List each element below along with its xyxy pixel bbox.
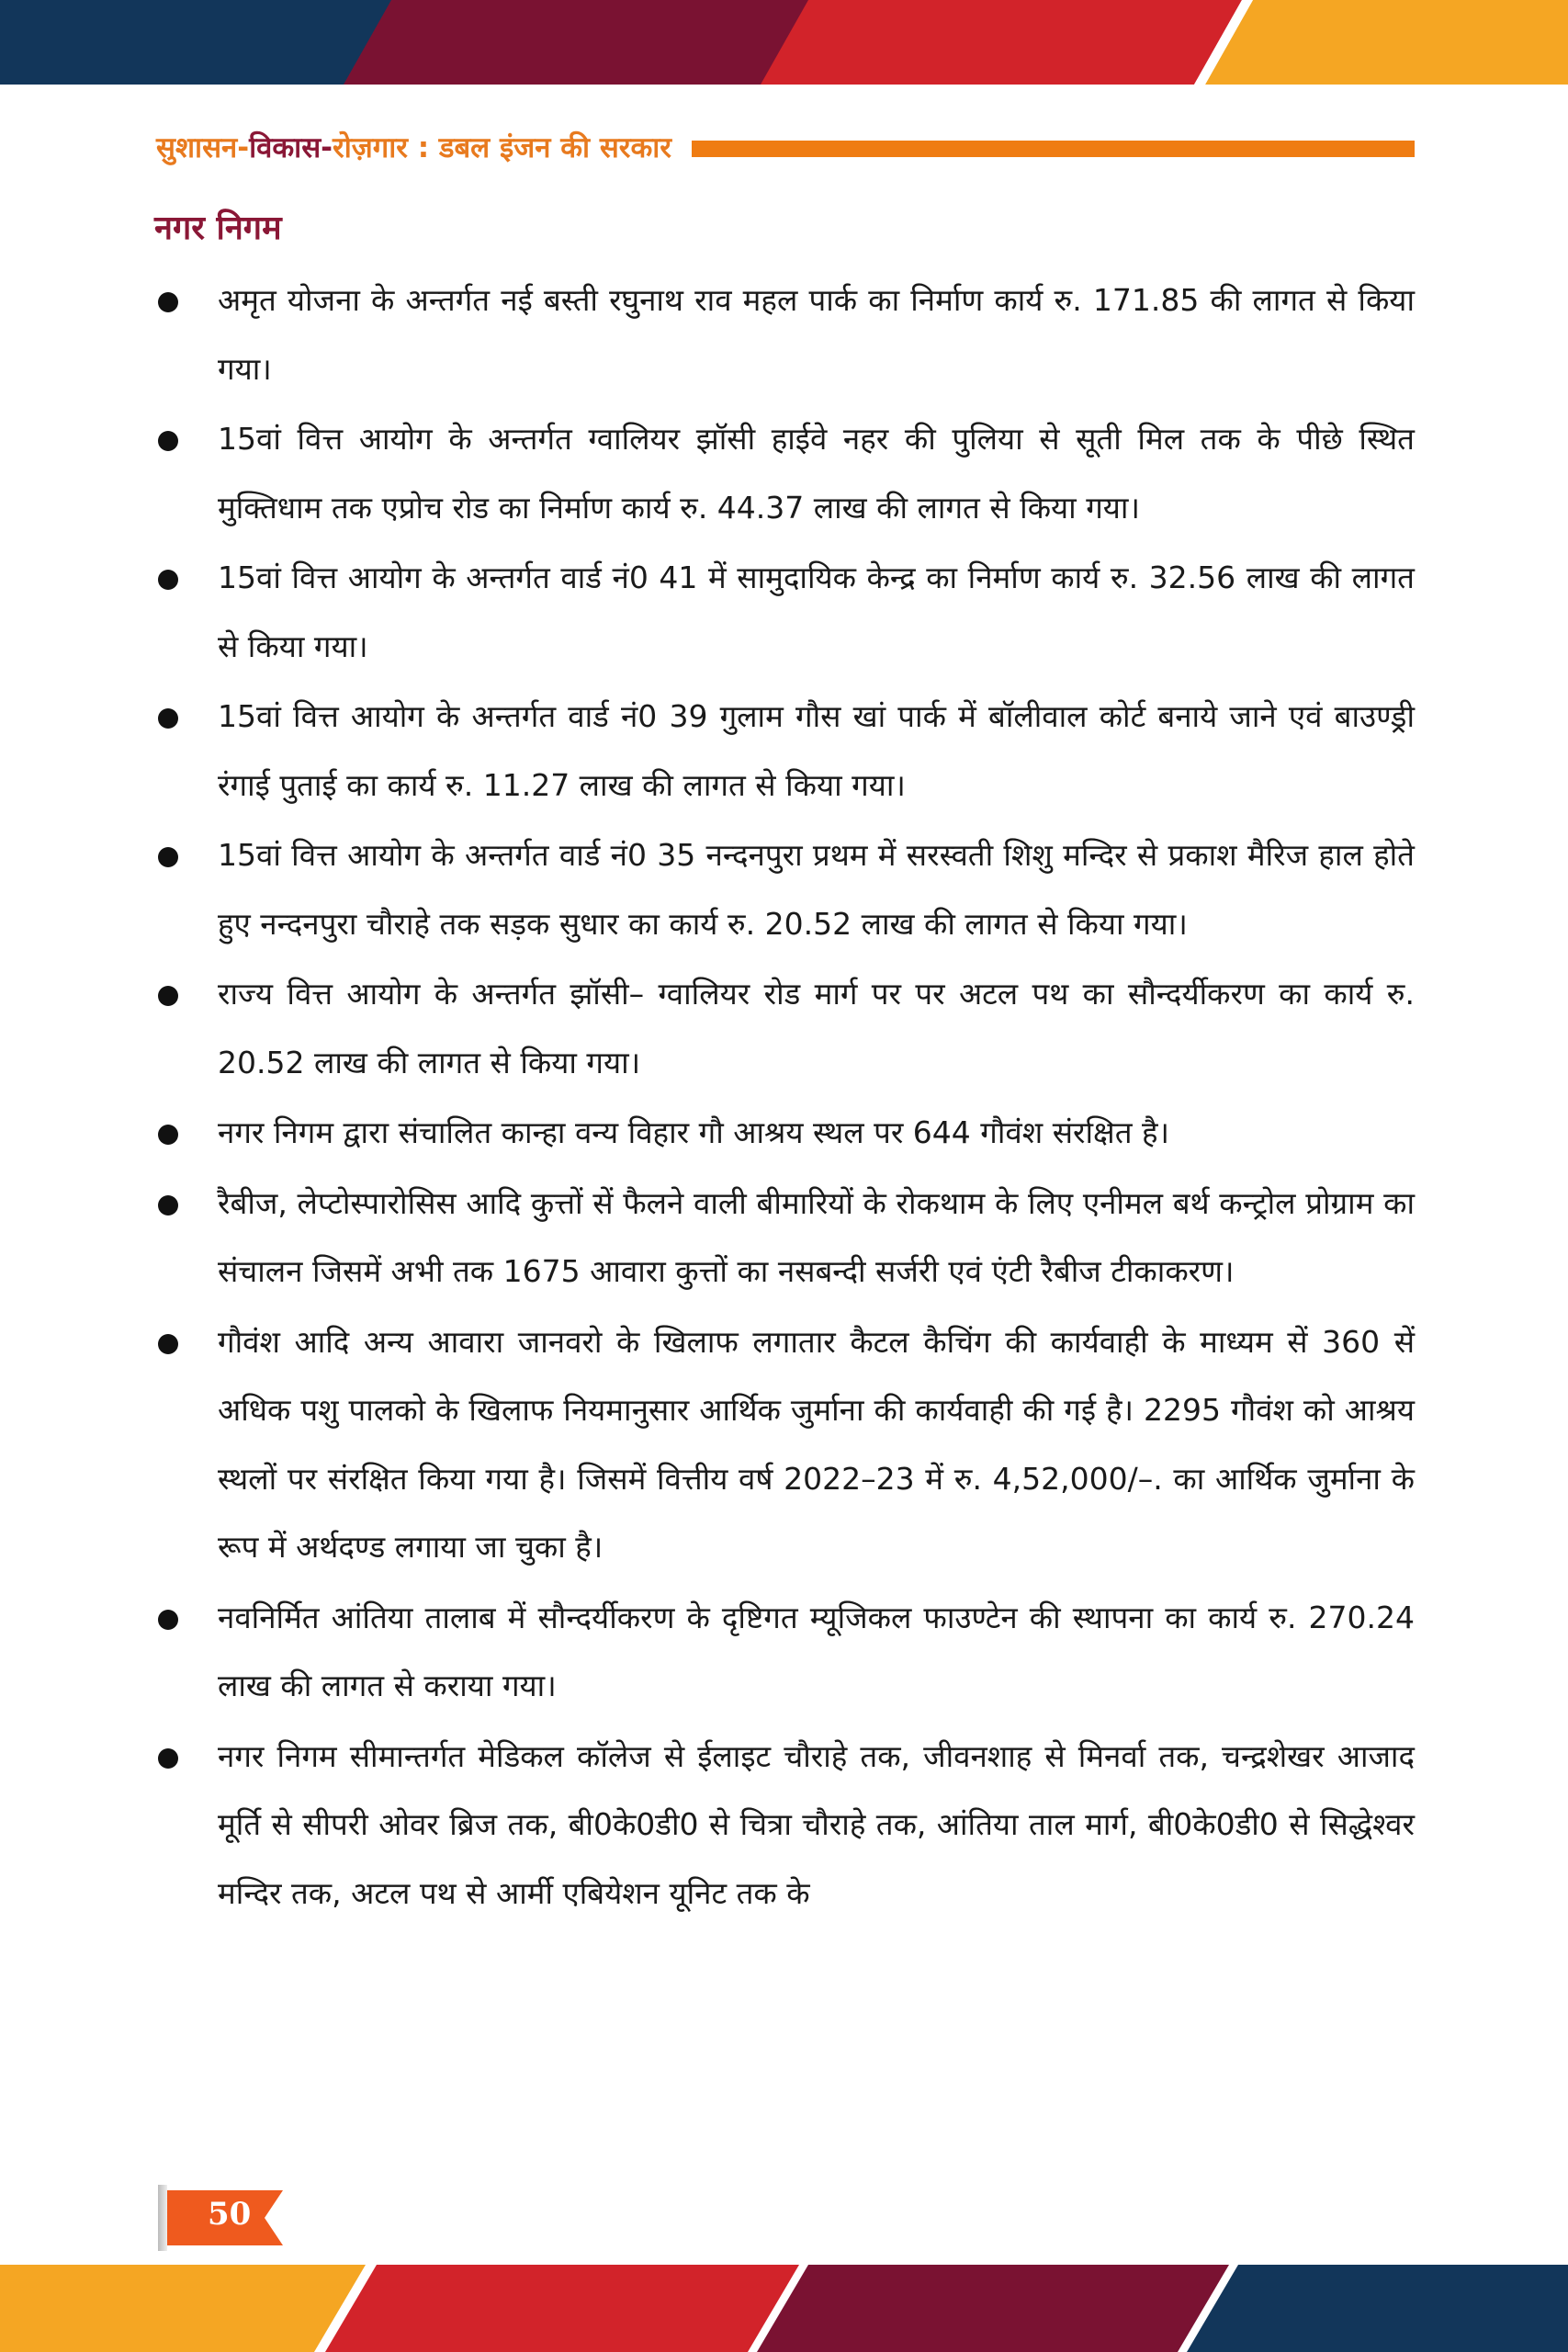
- page-number: 50: [208, 2196, 252, 2233]
- list-item: [154, 266, 1415, 403]
- list-item: [154, 821, 1415, 958]
- list-item: [154, 1308, 1415, 1582]
- list-item-text: रैबीज, लेप्टोस्पारोसिस आदि कुत्तों सें फैलने वाली बीमारियों के रोकथाम के लिए एनीमल बर्थ कन्ट्रोल प्रोग्राम का संचालन जिसमें अभी तक 1675 आवारा कुत्तों का नसबन्दी सर्जरी एवं एंटी रैबीज टीकाकरण।: [218, 1184, 1415, 1289]
- list-item-text: 15वां वित्त आयोग के अन्तर्गत ग्वालियर झॉसी हाईवे नहर की पुलिया से सूती मिल तक के पीछे स्थित मुक्तिधाम तक एप्रोच रोड का निर्माण कार्य रु. 44.37 लाख की लागत से किया गया।: [218, 421, 1415, 526]
- section-title: नगर निगम: [154, 209, 282, 247]
- bullet-icon: [158, 431, 178, 451]
- header-title-part2: विकास-: [249, 131, 333, 164]
- page-number-tab: [158, 2185, 283, 2251]
- bullet-icon: [158, 1748, 178, 1769]
- bottom-band-graphic: [0, 2265, 1568, 2352]
- bottom-color-band: [0, 2265, 1568, 2352]
- list-item-text: गौवंश आदि अन्य आवारा जानवरो के खिलाफ लगातार कैटल कैचिंग की कार्यवाही के माध्यम सें 360 सें अधिक पशु पालको के खिलाफ नियमानुसार आर्थिक जुर्माना की कार्यवाही की गई है। 2295 गौवंश को आश्रय स्थलों पर संरक्षित किया गया है। जिसमें वित्तीय वर्ष 2022–23 में रु. 4,52,000/–. का आर्थिक जुर्माना के रूप में अर्थदण्ड लगाया जा चुका है।: [218, 1323, 1415, 1565]
- list-item: [154, 1099, 1415, 1168]
- list-item: [154, 960, 1415, 1097]
- list-item: [154, 1584, 1415, 1721]
- header-title-part1: सुशासन-: [156, 131, 250, 164]
- bullet-icon: [158, 1195, 178, 1216]
- page-tab-edge: [158, 2185, 167, 2251]
- list-item-text: 15वां वित्त आयोग के अन्तर्गत वार्ड नं0 35 नन्दनपुरा प्रथम में सरस्वती शिशु मन्दिर से प्रकाश मैरिज हाल होते हुए नन्दनपुरा चौराहे तक सड़क सुधार का कार्य रु. 20.52 लाख की लागत से किया गया।: [218, 837, 1415, 942]
- header-rule: [692, 141, 1415, 157]
- list-item-text: 15वां वित्त आयोग के अन्तर्गत वार्ड नं0 41 में सामुदायिक केन्द्र का निर्माण कार्य रु. 32.56 लाख की लागत से किया गया।: [218, 560, 1415, 664]
- list-item: [154, 1170, 1415, 1306]
- bullet-icon: [158, 708, 178, 729]
- running-header: [156, 127, 1415, 167]
- bullet-icon: [158, 570, 178, 590]
- bullet-icon: [158, 986, 178, 1006]
- list-item-text: अमृत योजना के अन्तर्गत नई बस्ती रघुनाथ राव महल पार्क का निर्माण कार्य रु. 171.85 की लागत से किया गया।: [218, 282, 1415, 387]
- bullet-icon: [158, 292, 178, 312]
- list-item: [154, 1723, 1415, 1928]
- list-item-text: नवनिर्मित आंतिया तालाब में सौन्दर्यीकरण के दृष्टिगत म्यूजिकल फाउण्टेन की स्थापना का कार्य रु. 270.24 लाख की लागत से कराया गया।: [218, 1599, 1415, 1703]
- bullet-list: [154, 266, 1415, 1929]
- top-band-graphic: [0, 0, 1568, 85]
- bullet-icon: [158, 847, 178, 867]
- bullet-icon: [158, 1334, 178, 1354]
- list-item-text: राज्य वित्त आयोग के अन्तर्गत झॉसी– ग्वालियर रोड मार्ग पर पर अटल पथ का सौन्दर्यीकरण का कार्य रु. 20.52 लाख की लागत से किया गया।: [218, 976, 1415, 1080]
- header-title-part3: रोज़गार : डबल इंजन की सरकार: [333, 131, 671, 164]
- bullet-icon: [158, 1610, 178, 1630]
- list-item: [154, 544, 1415, 681]
- bullet-icon: [158, 1125, 178, 1145]
- list-item: [154, 405, 1415, 542]
- header-title: [156, 128, 671, 166]
- list-item-text: नगर निगम सीमान्तर्गत मेडिकल कॉलेज से ईलाइट चौराहे तक, जीवनशाह से मिनर्वा तक, चन्द्रशेखर आजाद मूर्ति से सीपरी ओवर ब्रिज तक, बी0के0डी0 से चित्रा चौराहे तक, आंतिया ताल मार्ग, बी0के0डी0 से सिद्धेश्वर मन्दिर तक, अटल पथ से आर्मी एबियेशन यूनिट तक के: [218, 1737, 1415, 1911]
- list-item: [154, 683, 1415, 820]
- list-item-text: 15वां वित्त आयोग के अन्तर्गत वार्ड नं0 39 गुलाम गौस खां पार्क में बॉलीवाल कोर्ट बनाये जाने एवं बाउण्ड्री रंगाई पुताई का कार्य रु. 11.27 लाख की लागत से किया गया।: [218, 698, 1415, 803]
- top-color-band: [0, 0, 1568, 85]
- list-item-text: नगर निगम द्वारा संचालित कान्हा वन्य विहार गौ आश्रय स्थल पर 644 गौवंश संरक्षित है।: [218, 1114, 1170, 1150]
